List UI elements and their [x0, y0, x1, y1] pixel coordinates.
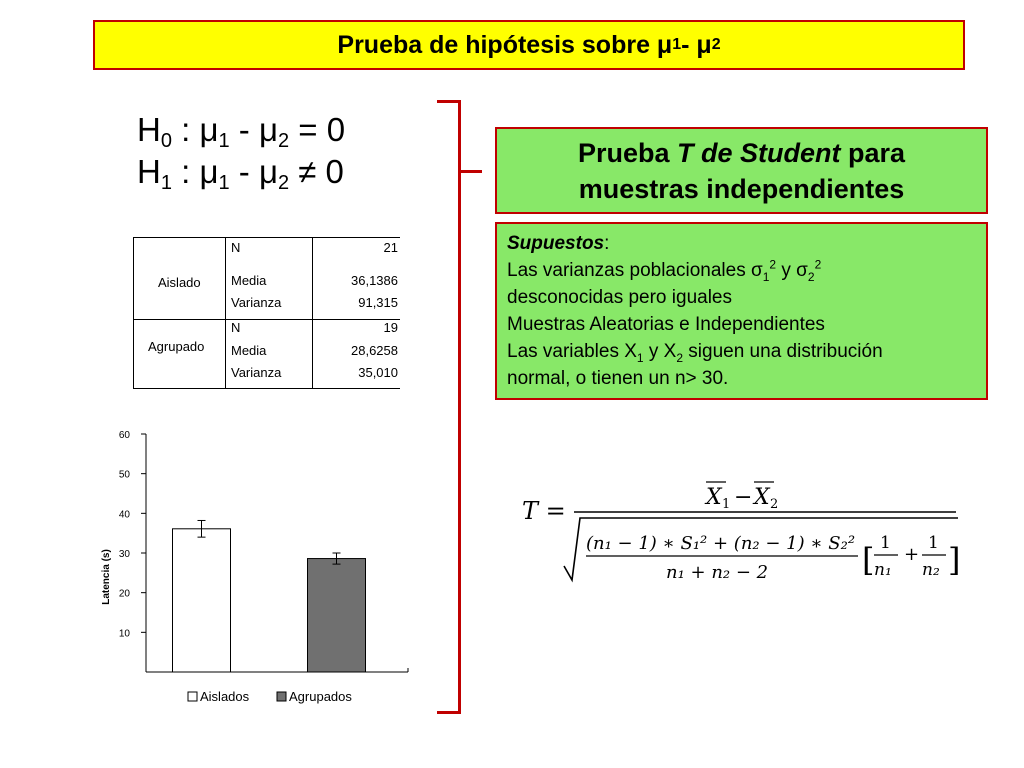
assumptions-box: [495, 222, 988, 400]
l1p2: 2: [814, 257, 822, 272]
table-hline-top: [133, 237, 400, 238]
y-tick-label: 40: [118, 509, 130, 521]
formula-x1: X: [706, 485, 722, 510]
legend: [188, 689, 352, 704]
alternative-hypothesis: [137, 152, 344, 192]
table-hline-sep: [133, 319, 400, 320]
l1b: y σ: [776, 260, 808, 281]
title-sub1: 1: [672, 36, 682, 53]
formula-frac1-num: 1: [880, 533, 891, 553]
page-title: [93, 20, 965, 70]
ttest-italic: T de Student: [677, 137, 841, 168]
row-value: 36,1386: [351, 273, 398, 288]
row-value: 28,6258: [351, 343, 398, 358]
formula-x1-sub: 1: [722, 497, 731, 512]
group-name: Agrupado: [148, 339, 205, 354]
h0-mu2-sub: 2: [277, 130, 290, 152]
row-value: 91,315: [358, 295, 398, 310]
null-hypothesis: [137, 110, 345, 150]
stats-table: [133, 237, 400, 389]
l1s2: 2: [807, 269, 815, 284]
formula-rbracket: ]: [948, 541, 961, 579]
bracket-tick: [460, 170, 482, 173]
row-value: 19: [383, 320, 398, 335]
ttest-line2: muestras independientes: [578, 173, 905, 204]
formula-frac2-num: 1: [928, 533, 939, 553]
h1-mu2: - μ: [229, 153, 278, 190]
chart-ticks: [119, 430, 146, 639]
formula-minus: −: [734, 485, 753, 510]
ttest-box: [495, 127, 988, 214]
y-axis-label: Latencia (s): [101, 549, 112, 605]
row-value: 21: [383, 240, 398, 255]
formula-x2-sub: 2: [770, 497, 779, 512]
h1-mu2-sub: 2: [277, 172, 290, 194]
l4b: y X: [643, 341, 677, 362]
l1a: Las varianzas poblacionales σ: [507, 260, 763, 281]
y-tick-label: 20: [118, 588, 130, 600]
h1-lead: H: [137, 153, 161, 190]
h0-lead: H: [137, 111, 161, 148]
y-tick-label: 60: [118, 430, 130, 441]
table-hline-bottom: [133, 388, 400, 389]
assumption-line-5: normal, o tienen un n> 30.: [507, 368, 729, 389]
h1-mu1-sub: 1: [218, 172, 230, 194]
y-tick-label: 30: [118, 549, 130, 560]
formula-lhs: T =: [522, 497, 566, 525]
assumption-line-3: Muestras Aleatorias e Independientes: [507, 314, 825, 335]
bar: [308, 559, 366, 672]
l4s1: 1: [636, 350, 644, 365]
h1-rest: ≠ 0: [289, 153, 344, 190]
row-label: Media: [231, 343, 267, 358]
l4c: siguen una distribución: [683, 341, 883, 362]
formula-plus: +: [904, 544, 920, 565]
h0-mu2: - μ: [229, 111, 278, 148]
l1p1: 2: [769, 257, 777, 272]
row-value: 35,010: [358, 365, 398, 380]
ttest-p1: Prueba: [577, 137, 677, 168]
h0-lead-sub: 0: [160, 130, 172, 152]
ttest-title: [578, 135, 905, 207]
ttest-p2: para: [840, 137, 906, 168]
l4a: Las variables X: [507, 341, 637, 362]
h0-mu1: : μ: [171, 111, 219, 148]
table-vline-mid: [225, 237, 226, 389]
table-vline-right: [312, 237, 313, 389]
formula-den-bottom: n₁ + n₂ − 2: [666, 562, 769, 583]
l1s1: 1: [762, 269, 770, 284]
legend-label-agrupados: Agrupados: [289, 689, 352, 704]
assumptions-colon: :: [604, 233, 610, 254]
row-label: Varianza: [231, 295, 282, 310]
legend-label-aislados: Aislados: [200, 689, 250, 704]
row-label: Media: [231, 273, 267, 288]
chart-bars: [173, 520, 366, 672]
assumption-line-1: [507, 257, 976, 284]
assumption-line-4: [507, 338, 976, 365]
assumptions-heading-line: [507, 230, 976, 257]
legend-swatch-agrupados: [277, 692, 286, 701]
formula-x2: X: [754, 485, 770, 510]
h1-mu1: : μ: [171, 153, 219, 190]
t-statistic-formula: [516, 474, 966, 594]
bar-chart: [90, 420, 420, 715]
formula-lbracket: [: [862, 541, 875, 579]
h1-lead-sub: 1: [160, 172, 172, 194]
title-text: Prueba de hipótesis sobre μ: [337, 30, 673, 59]
grouping-bracket: [437, 100, 461, 714]
formula-den-top: (n₁ − 1) ∗ S₁² + (n₂ − 1) ∗ S₂²: [586, 533, 856, 554]
formula-frac2-den: n₂: [922, 560, 940, 580]
y-tick-label: 10: [118, 628, 130, 640]
row-label: N: [231, 320, 241, 335]
row-label: Varianza: [231, 365, 282, 380]
group-name: Aislado: [158, 275, 201, 290]
table-vline-left: [133, 237, 134, 389]
assumption-line-2: desconocidas pero iguales: [507, 287, 732, 308]
h0-mu1-sub: 1: [218, 130, 230, 152]
y-tick-label: 50: [118, 469, 130, 481]
legend-swatch-aislados: [188, 692, 197, 701]
h0-rest: = 0: [289, 111, 346, 148]
formula-frac1-den: n₁: [874, 560, 892, 580]
title-mid: - μ: [681, 30, 712, 59]
row-label: N: [231, 240, 241, 255]
title-sub2: 2: [711, 36, 721, 53]
bar: [173, 529, 231, 672]
assumptions-heading: Supuestos: [507, 233, 605, 254]
l4s2: 2: [676, 350, 684, 365]
